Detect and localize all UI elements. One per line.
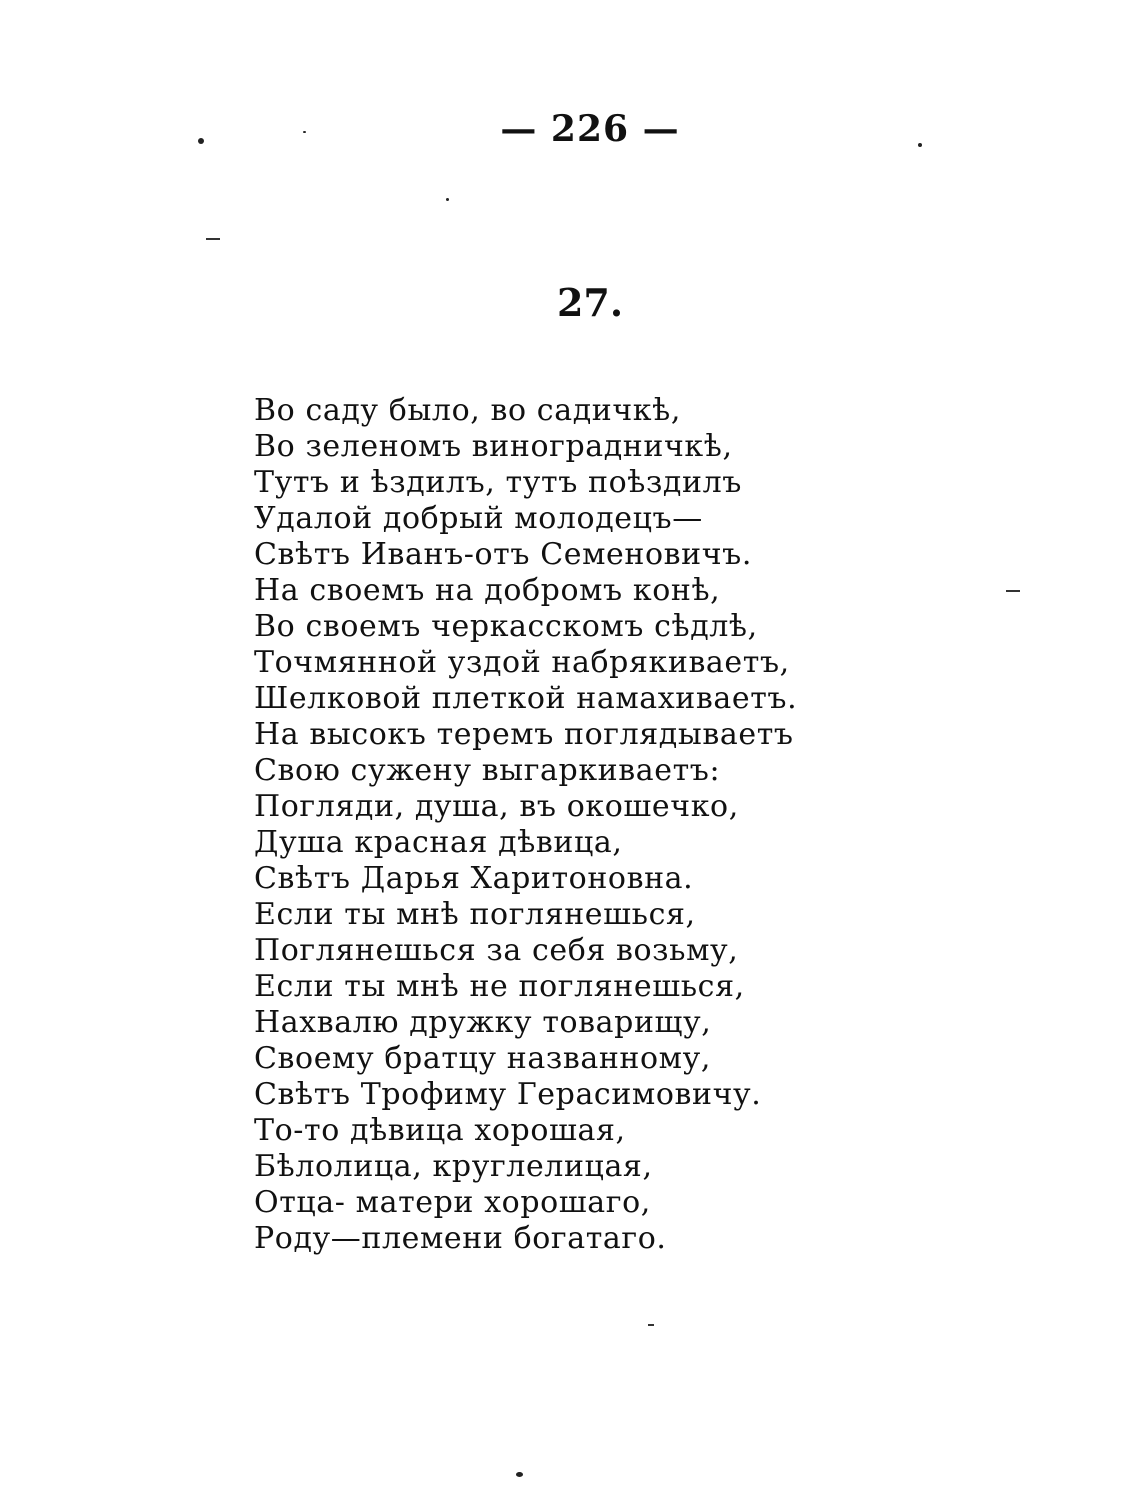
poem-line: Своему братцу названному,: [254, 1041, 712, 1076]
scan-speck: [918, 143, 922, 147]
scan-speck: [516, 1472, 523, 1477]
poem-line: Если ты мнѣ не поглянешься,: [254, 969, 745, 1004]
poem-line: Удалой добрый молодецъ—: [254, 501, 703, 536]
poem-line: Тутъ и ѣздилъ, тутъ поѣздилъ: [254, 465, 742, 500]
poem-line: Свѣтъ Дарья Харитоновна.: [254, 861, 694, 896]
poem-line: На своемъ на добромъ конѣ,: [254, 573, 721, 608]
poem-line: Роду—племени богатаго.: [254, 1221, 667, 1256]
poem-line: Погляди, душа, въ окошечко,: [254, 789, 739, 824]
poem-line: Нахвалю дружку товарищу,: [254, 1005, 712, 1040]
scan-speck: [198, 138, 204, 144]
poem-line: То-то дѣвица хорошая,: [254, 1113, 626, 1148]
scan-mark: [206, 238, 220, 240]
poem-line: Во зеленомъ виноградничкѣ,: [254, 429, 733, 464]
poem-line: Шелковой плеткой намахиваетъ.: [254, 681, 798, 716]
page-number: — 226 —: [500, 108, 680, 150]
scan-mark: [1006, 590, 1020, 592]
poem-line: Отца- матери хорошаго,: [254, 1185, 651, 1220]
poem-line: Свѣтъ Иванъ-отъ Семеновичъ.: [254, 537, 752, 572]
scan-speck: [446, 198, 449, 201]
poem-line: Во своемъ черкасскомъ сѣдлѣ,: [254, 609, 758, 644]
poem-line: Свѣтъ Трофиму Герасимовичу.: [254, 1077, 762, 1112]
poem-line: Точмянной уздой набрякиваетъ,: [254, 645, 790, 680]
poem-number: 27.: [556, 280, 624, 325]
scan-speck: [303, 131, 306, 133]
poem-line: Душа красная дѣвица,: [254, 825, 623, 860]
poem-line: Свою сужену выгаркиваетъ:: [254, 753, 721, 788]
poem-line: Если ты мнѣ поглянешься,: [254, 897, 696, 932]
poem-line: Поглянешься за себя возьму,: [254, 933, 739, 968]
poem-text: [254, 393, 874, 1257]
poem-line: Во саду было, во садичкѣ,: [254, 393, 681, 428]
scan-mark: [648, 1324, 654, 1326]
poem-line: На высокъ теремъ поглядываетъ: [254, 717, 794, 752]
poem-line: Бѣлолица, круглелицая,: [254, 1149, 653, 1184]
